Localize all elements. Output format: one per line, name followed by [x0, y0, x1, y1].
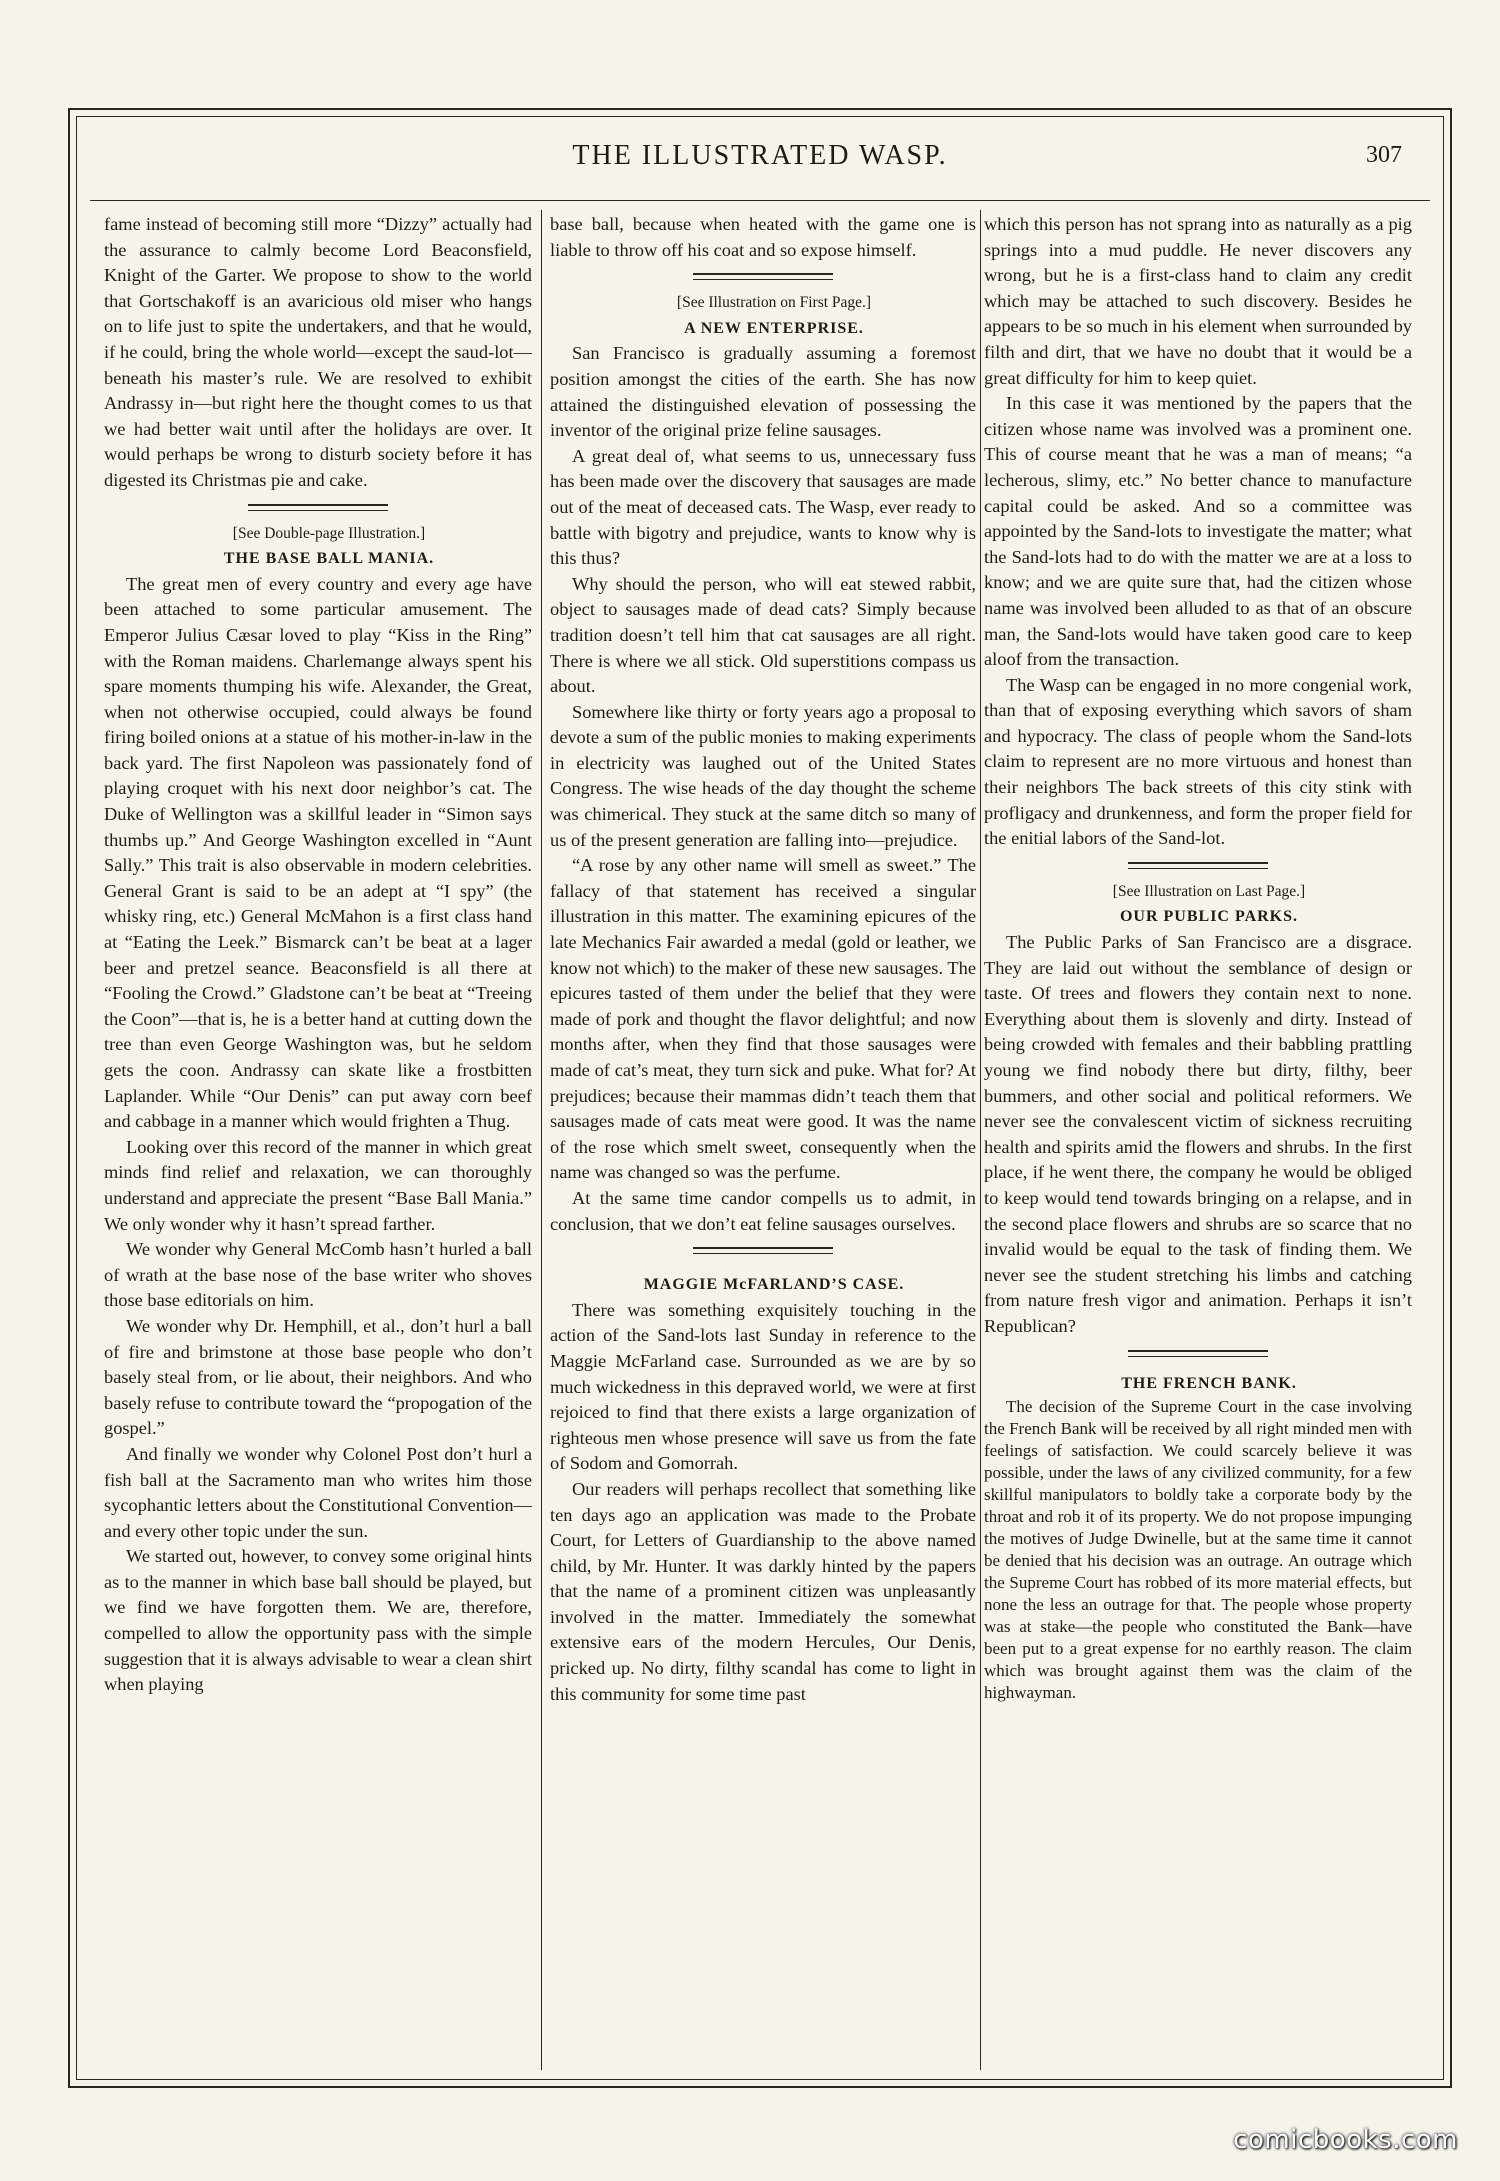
- section-divider: [1128, 862, 1268, 869]
- illustration-note: [See Double-page Illustration.]: [232, 524, 426, 542]
- article-paragraph: The Public Parks of San Francisco are a disgrace. They are laid out without the semblance of design or taste. Of trees and flowers they contain next to none. Everything about them is slovenly and dirty. Instead of being crowded with females and their babbling prattling young we find nobody there but dirty, filthy, beer bummers, and other social and political reformers. We never see the convalescent victim of sickness recruiting health and spirits amid the flowers and shrubs. In the first place, if he went there, the company he would be obliged to keep would tend towards bringing on a relapse, and in the second place flowers and shrubs are so scarce that no invalid would be equal to the task of finding them. We never see the student stretching his limbs and catching from nature fresh vigor and animation. Perhaps it isn’t Republican?: [984, 932, 1412, 1336]
- page-number: 307: [1366, 142, 1402, 168]
- section-divider: [693, 1247, 833, 1254]
- article-paragraph: base ball, because when heated with the game one is liable to throw off his coat and so expose himself.: [550, 214, 976, 260]
- article-paragraph: San Francisco is gradually assuming a foremost position amongst the cities of the earth. She has now attained the distinguished elevation of possessing the inventor of the original prize feline sausages.: [550, 343, 976, 441]
- article-paragraph: The great men of every country and every age have been attached to some particular amusement. The Emperor Julius Cæsar loved to play “Kiss in the Ring” with the Roman maidens. Charlemange always spent his spare moments thumping his wife. Alexander, the Great, when not otherwise occupied, could always be found firing boiled onions at a statue of his mother-in-law in the back yard. The first Napoleon was passionately fond of playing croquet with his next door neighbor’s cat. The Duke of Wellington was a skillful leader in “Simon says thumbs up.” And George Washington excelled in “Aunt Sally.” This trait is also observable in modern celebrities. General Grant is said to be an adept at “I spy” (the whisky ring, etc.) General McMahon is a first class hand at “Eating the Leek.” Bismarck can’t be beat at a lager beer and pretzel seance. Beaconsfield is all there at “Fooling the Crowd.” Gladstone can’t be beat at “Treeing the Coon”—that is, he is a better hand at cutting down the tree than even George Washington was, but he seldom gets the coon. Andrassy can skate like a frostbitten Laplander. While “Our Denis” can put away corn beef and cabbage in a manner which would frighten a Thug.: [104, 573, 532, 1132]
- masthead-title: THE ILLUSTRATED WASP.: [572, 140, 948, 171]
- article-paragraph: We wonder why Dr. Hemphill, et al., don’t hurl a ball of fire and brimstone at those base people who don’t basely steal from, or lie about, their neighbors. And who basely refuse to contribute toward the “propogation of the gospel.”: [104, 1315, 532, 1439]
- article-paragraph: Why should the person, who will eat stewed rabbit, object to sausages made of dead cats? Simply because tradition doesn’t tell him that cat sausages are all right. There is where we all stick. Old superstitions compass us about.: [550, 573, 976, 697]
- illustration-note: [See Illustration on First Page.]: [676, 294, 872, 312]
- article-paragraph: “A rose by any other name will smell as sweet.” The fallacy of that statement has received a singular illustration in this matter. The examining epicures of the late Mechanics Fair awarded a medal (gold or leather, we know not which) to the maker of these new sausages. The epicures tasted of them under the belief that they were made of pork and thought the flavor delightful; and now months after, when they find that those sausages were made of cat’s meat, they turn sick and puke. What for? At prejudices; because their mammas didn’t teach them that sausages made of cats meat were good. It was the name of the rose which smelt sweet, consequently when the name was changed so was the perfume.: [550, 855, 976, 1183]
- column-3: [984, 212, 1412, 2072]
- watermark-text: comicbooks.com: [1233, 2125, 1458, 2155]
- article-paragraph: fame instead of becoming still more “Dizzy” actually had the assurance to calmly become Lord Beaconsfield, Knight of the Garter. We propose to show to the world that Gortschakoff is an avaricious old miser who hangs on to life just to spite the undertakers, and that he would, if he could, bring the whole world—except the saud-lot—beneath his master’s rule. We are resolved to exhibit Andrassy in—but right here the thought comes to us that we had better wait until after the holidays are over. It would perhaps be wrong to disturb society before it has digested its Christmas pie and cake.: [104, 214, 532, 490]
- column-2: [550, 212, 976, 2072]
- article-paragraph: The Wasp can be engaged in no more congenial work, than that of exposing everything which savors of sham and hypocracy. The class of people whom the Sand-lots claim to represent are no more virtuous and honest than their neighbors The back streets of this city stink with profligacy and drunkenness, and form the proper field for the enitial labors of the Sand-lot.: [984, 674, 1412, 849]
- column-1: [104, 212, 532, 2072]
- section-divider: [248, 504, 388, 511]
- article-paragraph: We wonder why General McComb hasn’t hurled a ball of wrath at the base nose of the base writer who shoves those base editorials on him.: [104, 1239, 532, 1311]
- article-paragraph: The decision of the Supreme Court in the case involving the French Bank will be received by all right minded men with feelings of satisfaction. We could scarcely believe it was possible, under the laws of any civilized community, for a few skillful manipulators to boldly take a corporate body by the throat and rob it of its property. We do not propose impunging the motives of Judge Dwinelle, but at the same time it cannot be denied that his decision was an outrage. An outrage which the Supreme Court has robbed of its more material effects, but none the less an outrage for that. The people whose property was at stake—the people who constituted the Bank—have been put to a great expense for no earthly reason. The claim which was brought against them was the claim of the highwayman.: [984, 1397, 1412, 1703]
- article-paragraph: And finally we wonder why Colonel Post don’t hurl a fish ball at the Sacramento man who writes him those sycophantic letters about the Constitutional Convention—and every other topic under the sun.: [104, 1443, 532, 1541]
- illustration-note: [See Illustration on Last Page.]: [1112, 882, 1306, 900]
- article-paragraph: At the same time candor compells us to admit, in conclusion, that we don’t eat feline sausages ourselves.: [550, 1187, 976, 1234]
- section-divider: [693, 273, 833, 280]
- article-paragraph: Our readers will perhaps recollect that something like ten days ago an application was made to the Probate Court, for Letters of Guardianship to the above named child, by Mr. Hunter. It was darkly hinted by the papers that the name of a prominent citizen was unpleasantly involved in the matter. Immediately the somewhat extensive ears of the modern Hercules, Our Denis, pricked up. No dirty, filthy scandal has come to light in this community for some time past: [550, 1478, 976, 1704]
- page-header: [90, 140, 1430, 190]
- column-divider-2: [980, 210, 981, 2070]
- article-heading-new-enterprise: A NEW ENTERPRISE.: [684, 319, 864, 337]
- header-rule: [90, 200, 1430, 201]
- article-heading-base-ball-mania: THE BASE BALL MANIA.: [223, 550, 435, 568]
- article-paragraph: A great deal of, what seems to us, unnecessary fuss has been made over the discovery that sausages are made out of the meat of deceased cats. The Wasp, ever ready to battle with bigotry and prejudice, wants to know why is this thus?: [550, 445, 976, 569]
- article-heading-public-parks: OUR PUBLIC PARKS.: [1119, 908, 1299, 926]
- article-paragraph: We started out, however, to convey some original hints as to the manner in which base ball should be played, but we find we have forgotten them. We are, therefore, compelled to allow the opportunity pass with the simple suggestion that it is always advisable to wear a clean shirt when playing: [104, 1546, 532, 1695]
- article-paragraph: which this person has not sprang into as naturally as a pig springs into a mud puddle. He never discovers any wrong, but he is a first-class hand to claim any credit which may be attached to such discovery. Besides he appears to be so much in his element when surrounded by filth and dirt, that we have no doubt that it would be a great difficulty for him to keep quiet.: [984, 214, 1412, 388]
- column-divider-1: [541, 210, 542, 2070]
- article-paragraph: Somewhere like thirty or forty years ago a proposal to devote a sum of the public monies to making experiments in electricity was laughed out of the United States Congress. The wise heads of the day thought the scheme was chimerical. They stuck at the same ditch so many of us of the present generation are falling into—prejudice.: [550, 701, 976, 850]
- article-heading-maggie-mcfarland: MAGGIE McFARLAND’S CASE.: [643, 1276, 905, 1294]
- article-paragraph: Looking over this record of the manner in which great minds find relief and relaxation, we can thoroughly understand and appreciate the present “Base Ball Mania.” We only wonder why it hasn’t spread farther.: [104, 1136, 532, 1234]
- article-paragraph: There was something exquisitely touching in the action of the Sand-lots last Sunday in reference to the Maggie McFarland case. Surrounded as we are by so much wickedness in this depraved world, we were at first rejoiced to find that there exists a large organization of righteous men whose presence will save us from the fate of Sodom and Gomorrah.: [550, 1299, 976, 1474]
- article-heading-french-bank: THE FRENCH BANK.: [1121, 1374, 1297, 1392]
- section-divider: [1128, 1350, 1268, 1357]
- article-paragraph: In this case it was mentioned by the papers that the citizen whose name was involved was a prominent one. This of course meant that he was a man of means; “a lecherous, slimy, etc.” No better chance to manufacture capital could be asked. And so a committee was appointed by the Sand-lots to investigate the matter; what the Sand-lots had to do with the matter we are at a loss to know; and we are quite sure that, had the citizen whose name was involved been alluded to as that of an obscure man, the Sand-lots would have taken good care to keep aloof from the transaction.: [984, 393, 1412, 670]
